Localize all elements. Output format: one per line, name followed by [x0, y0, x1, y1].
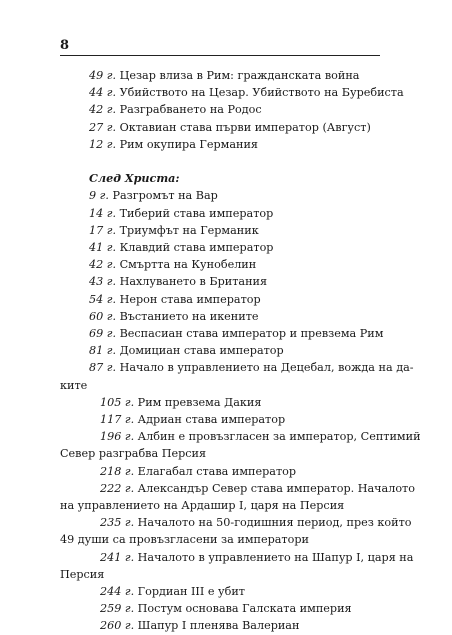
entry-text: Нахлуването в Британия: [116, 275, 268, 289]
header-rule: [60, 55, 380, 56]
entry-continuation: ките: [60, 378, 88, 392]
entry-text: Клавдий става император: [116, 241, 274, 255]
chronology-entry: [60, 119, 380, 136]
entry-year: 42 г.: [89, 258, 117, 272]
chronology-entry: [60, 205, 380, 222]
entry-text: Адриан става император: [134, 413, 286, 427]
entry-year: 244 г.: [100, 585, 135, 599]
entry-year: 218 г.: [100, 464, 135, 478]
chronology-entry: [60, 187, 380, 204]
entry-year: 235 г.: [100, 516, 135, 530]
chronology-text: [60, 67, 421, 635]
section-gap: [60, 153, 380, 170]
chronology-entry: [60, 411, 380, 428]
entry-year: 14 г.: [89, 206, 117, 220]
chronology-entry: [60, 394, 380, 411]
chronology-entry: [60, 342, 380, 359]
chronology-entry: [60, 308, 380, 325]
chronology-entry: [60, 84, 404, 101]
entry-text: Смъртта на Кунобелин: [116, 258, 257, 272]
entry-year: 260 г.: [100, 619, 135, 633]
entry-year: 43 г.: [89, 275, 117, 289]
entry-text: Нерон става император: [116, 292, 261, 306]
entry-text: Рим превзема Дакия: [134, 395, 262, 409]
chronology-entry: [60, 480, 415, 497]
chronology-entry: [60, 325, 384, 342]
entry-year: 27 г.: [89, 120, 117, 134]
page-number: 8: [60, 38, 70, 53]
entry-continuation: 49 души са провъзгласени за императори: [60, 533, 309, 547]
entry-text: Домициан става император: [116, 344, 284, 358]
entry-year: 222 г.: [100, 481, 135, 495]
entry-text: Постум основава Галската империя: [134, 602, 352, 616]
entry-text: Началото в управлението на Шапур I, царя на: [134, 550, 414, 564]
chronology-entry: [60, 291, 380, 308]
chronology-entry: [60, 428, 421, 445]
chronology-entry: [60, 101, 380, 118]
entry-text: Разгромът на Вар: [108, 189, 218, 203]
chronology-entry: [60, 359, 414, 376]
chronology-entry: [60, 67, 380, 84]
entry-text: Цезар влиза в Рим: гражданската война: [116, 69, 360, 82]
entry-text: Началото на 50-годишния период, през който: [134, 516, 412, 530]
chronology-entry: [60, 549, 414, 566]
entry-year: 81 г.: [89, 344, 117, 358]
entry-text: Триумфът на Германик: [116, 223, 259, 237]
entry-text: Шапур I пленява Валериан: [134, 619, 300, 633]
chronology-entry: [60, 273, 380, 290]
chronology-entry: [60, 136, 380, 153]
entry-year: 105 г.: [100, 395, 135, 409]
entry-year: 241 г.: [100, 550, 135, 564]
entry-text: Начало в управлението на Децебал, вожда на да-: [116, 361, 414, 375]
entry-text: Веспасиан става император и превзема Рим: [116, 327, 384, 341]
entry-text: Октавиан става първи император (Август): [116, 120, 371, 134]
chronology-entry: [60, 514, 412, 531]
entry-continuation: Персия: [60, 567, 105, 581]
entry-continuation: на управлението на Ардашир I, царя на Персия: [60, 499, 345, 513]
entry-text: Разграбването на Родос: [116, 103, 262, 117]
entry-year: 12 г.: [89, 137, 117, 151]
entry-text: Въстанието на икените: [116, 309, 259, 323]
chronology-entry: [60, 222, 380, 239]
ad-events-list: [60, 187, 421, 634]
entry-year: 259 г.: [100, 602, 135, 616]
bc-events-list: [60, 67, 404, 153]
entry-text: Гордиан III е убит: [134, 585, 245, 599]
entry-text: Тиберий става император: [116, 206, 274, 220]
entry-year: 9 г.: [89, 189, 109, 203]
entry-year: 49 г.: [89, 69, 117, 82]
entry-year: 196 г.: [100, 430, 135, 444]
entry-text: Рим окупира Германия: [116, 137, 258, 151]
entry-year: 117 г.: [100, 413, 135, 427]
chronology-entry: [60, 617, 380, 634]
chronology-entry: [60, 583, 380, 600]
entry-year: 54 г.: [89, 292, 117, 306]
entry-year: 41 г.: [89, 241, 117, 255]
entry-year: 69 г.: [89, 327, 117, 341]
chronology-entry: [60, 256, 380, 273]
entry-year: 44 г.: [89, 86, 117, 100]
chronology-entry: [60, 239, 380, 256]
entry-text: Елагабал става император: [134, 464, 297, 478]
entry-continuation: Север разграбва Персия: [60, 447, 207, 461]
entry-text: Александър Север става император. Началото: [134, 481, 415, 495]
entry-year: 60 г.: [89, 309, 117, 323]
after-christ-heading: След Христа:: [89, 171, 180, 186]
entry-year: 42 г.: [89, 103, 117, 117]
entry-text: Убийството на Цезар. Убийството на Буребиста: [116, 86, 404, 100]
chronology-entry: [60, 463, 380, 480]
entry-year: 17 г.: [89, 223, 117, 237]
chronology-entry: [60, 600, 380, 617]
entry-text: Албин е провъзгласен за император, Септимий: [134, 430, 421, 444]
entry-year: 87 г.: [89, 361, 117, 375]
